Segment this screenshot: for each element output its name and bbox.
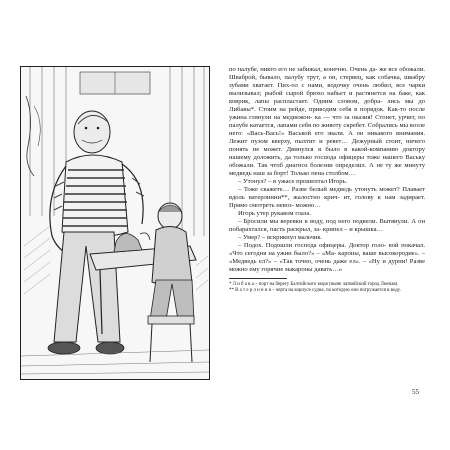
sailor-and-boy-etching-illustration	[20, 66, 210, 380]
paragraph: по палубе, никто его не забижал, конечно. Очень да- же все обожали. Шваброй, бывало, палубу трут, а он, стервец, как собачка, швабру зубами хватает. Пих-ол с нами, водочку очень любил, все чарки вылизывал; рыбой сырой брюхо набьет и растянется на баке, как коврик, лапы распластает. Одним словом, добра- лись мы до Либавы*. Стоим на рейде, приводим себя в порядок. Как-то после ужина глянули на медвежон- ка — что за оказия! Стонет, урчит, по палубе катается, лапами себя по животу скребет. Собрались мы возле него: «Вась-Вась!» Васькой его звали. А он никакого внимания. Лежит пузом кверху, пыхтит и ревет… Дежурный стоит, ничего понять не может. Двинулся я было в какой-компанию доктору нашему доложить, да только господа офицеры тоже нашего Ваську обожали. Так чтоб диагноз болезни определил. А не ту же минуту медведь наш за борт! Только пена столбом…	[229, 66, 425, 177]
paragraph: – Тоже скажете… Разве белый медведь утонуть может? Плавает вдоль ватерлинии**, жалостно крич- ит, голову к нам задирает. Прямо смотреть невоз- можно…	[229, 186, 425, 209]
footnote: * Л и б а в а – порт на берегу Балтийского моря (ныне латвийский город Лиепая).	[229, 282, 399, 287]
page-number: 55	[412, 388, 419, 396]
text-column	[229, 66, 425, 294]
paragraph: – Умер? – вскрикнул мальчик.	[238, 234, 323, 241]
footnote: ** В а т е р л и н и я – черта на корпусе судна, по которую оно погружается в воду.	[229, 288, 401, 293]
illustration	[20, 66, 210, 380]
paragraph: – Бросили мы веревки в воду, под него подвели. Вытянули. А он побарахтался, пасть раскрыл, за- крипел – и крышка…	[229, 218, 425, 233]
paragraph: – Подох. Подошли господа офицеры. Доктор голо- вой покачал. «Что сегодня на ужин было?» – «Ма- кароны, ваше высокородие». – «Медведь ел?» – «Так точно, очень даже ел». – «Ну и дурни! Разве можно ему горячие макароны давать…»	[229, 242, 425, 273]
paragraph: Игорь утер рукавом глаза.	[238, 210, 311, 217]
paragraph: – Утонул? – в ужасе прошептал Игорь.	[238, 178, 348, 185]
footnote-divider	[229, 278, 287, 279]
